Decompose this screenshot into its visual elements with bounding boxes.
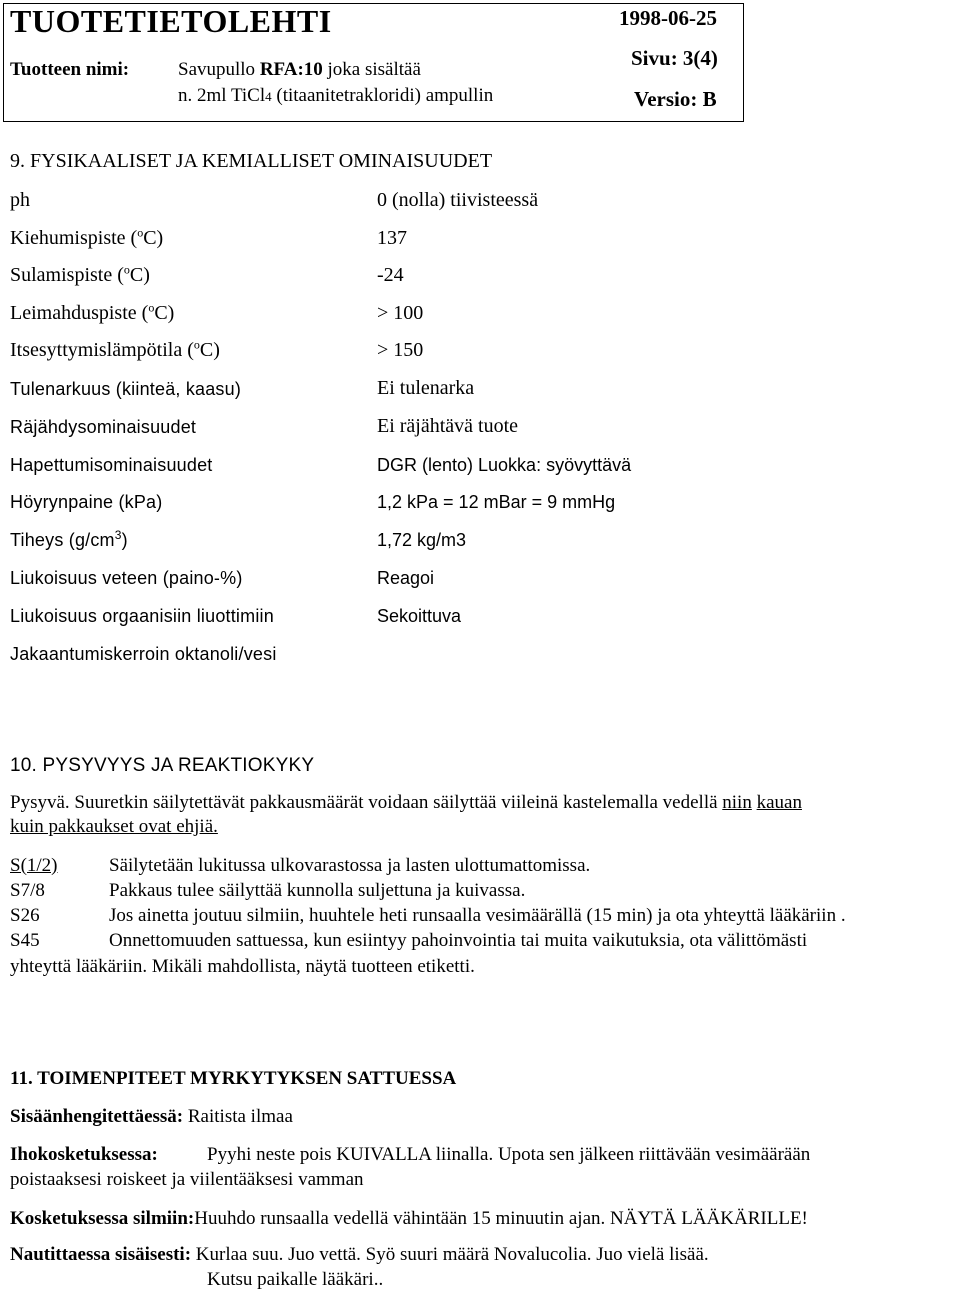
flammability-label: Tulenarkuus (kiinteä, kaasu) [10,379,242,399]
product-name-line1: Savupullo RFA:10 joka sisältää [178,59,421,80]
explosive-label: Räjähdysominaisuudet [10,417,197,437]
s-phrase-text-4-line2: yhteyttä lääkäriin. Mikäli mahdollista, näytä tuotteen etiketti. [10,956,475,977]
s-phrase-text-2: Pakkaus tulee säilyttää kunnolla suljettuna ja kuivassa. [109,880,526,901]
ingestion-text-line2: Kutsu paikalle lääkäri.. [207,1269,384,1290]
inhalation-row: Sisäänhengitettäessä: Raitista ilmaa [10,1106,293,1127]
s-phrase-code-3: S26 [10,905,40,926]
product-name-line2: n. 2ml TiCl4 (titaanitetrakloridi) ampullin [178,85,494,106]
explosive-value: Ei räjähtävä tuote [377,415,519,437]
skin-contact-text-line2: poistaaksesi roiskeet ja viilentääksesi vamman [10,1169,364,1190]
inhalation-label: Sisäänhengitettäessä: [10,1106,184,1127]
partition-coefficient-label: Jakaantumiskerroin oktanoli/vesi [10,644,277,664]
flash-point-value: > 100 [377,302,424,324]
s-phrase-code-4: S45 [10,930,40,951]
vapour-pressure-value: 1,2 kPa = 12 mBar = 9 mmHg [377,492,616,512]
s-phrase-code-1: S(1/2) [10,855,58,876]
oxidizing-value: DGR (lento) Luokka: syövyttävä [377,455,632,475]
boiling-point-value: 137 [377,227,407,249]
water-solubility-value: Reagoi [377,568,435,588]
ph-value: 0 (nolla) tiivisteessä [377,189,539,211]
document-date: 1998-06-25 [619,6,717,30]
ph-label: ph [10,189,30,211]
skin-contact-label: Ihokosketuksessa: [10,1144,158,1165]
section-11-heading: 11. TOIMENPITEET MYRKYTYKSEN SATTUESSA [10,1068,457,1089]
eye-contact-row: Kosketuksessa silmiin:Huuhdo runsaalla vedellä vähintään 15 minuutin ajan. NÄYTÄ LÄÄKÄRILLE! [10,1208,808,1229]
s-phrase-text-1: Säilytetään lukitussa ulkovarastossa ja lasten ulottumattomissa. [109,855,591,876]
melting-point-value: -24 [377,264,404,286]
autoignition-label: Itsesyttymislämpötila ($^o$C) [10,337,220,361]
document-title: TUOTETIETOLEHTI [10,3,332,39]
document-version: Versio: B [634,87,717,111]
skin-contact-text: Pyyhi neste pois KUIVALLA liinalla. Upota sen jälkeen riittävään vesimäärään [207,1144,811,1165]
s-phrase-code-2: S7/8 [10,880,45,901]
organic-solubility-label: Liukoisuus orgaanisiin liuottimiin [10,606,274,626]
vapour-pressure-label: Höyrynpaine (kPa) [10,492,163,512]
water-solubility-label: Liukoisuus veteen (paino-%) [10,568,243,588]
melting-point-label: Sulamispiste ($^o$C) [10,262,150,286]
product-name-label: Tuotteen nimi: [10,59,130,80]
organic-solubility-value: Sekoittuva [377,606,462,626]
stability-paragraph-line1: Pysyvä. Suuretkin säilytettävät pakkausmäärät voidaan säilyttää viileinä kastelemalla vedellä niin kauan [10,792,802,813]
autoignition-value: > 150 [377,339,424,361]
flammability-value: Ei tulenarka [377,377,475,399]
stability-paragraph-line2: kuin pakkaukset ovat ehjiä. [10,816,218,837]
page-number: Sivu: 3(4) [631,46,718,70]
section-9-heading: 9. FYSIKAALISET JA KEMIALLISET OMINAISUUDET [10,150,493,172]
oxidizing-label: Hapettumisominaisuudet [10,455,213,475]
s-phrase-text-3: Jos ainetta joutuu silmiin, huuhtele heti runsaalla vesimäärällä (15 min) ja ota yhteyttä lääkäriin . [109,905,846,926]
section-10-heading: 10. PYSYVYYS JA REAKTIOKYKY [10,755,315,776]
density-label: Tiheys $(g/cm^3)$ [10,528,128,550]
eye-contact-label: Kosketuksessa silmiin: [10,1208,195,1229]
boiling-point-label: Kiehumispiste ($^o$C) [10,225,164,249]
flash-point-label: Leimahduspiste ($^o$C) [10,300,175,324]
density-value: 1,72 kg/m3 [377,530,467,550]
s-phrase-text-4: Onnettomuuden sattuessa, kun esiintyy pahoinvointia tai muita vaikutuksia, ota välittömästi [109,930,808,951]
ingestion-row: Nautittaessa sisäisesti: Kurlaa suu. Juo vettä. Syö suuri määrä Novalucolia. Juo vielä lisää. [10,1244,709,1265]
ingestion-label: Nautittaessa sisäisesti: [10,1244,192,1265]
